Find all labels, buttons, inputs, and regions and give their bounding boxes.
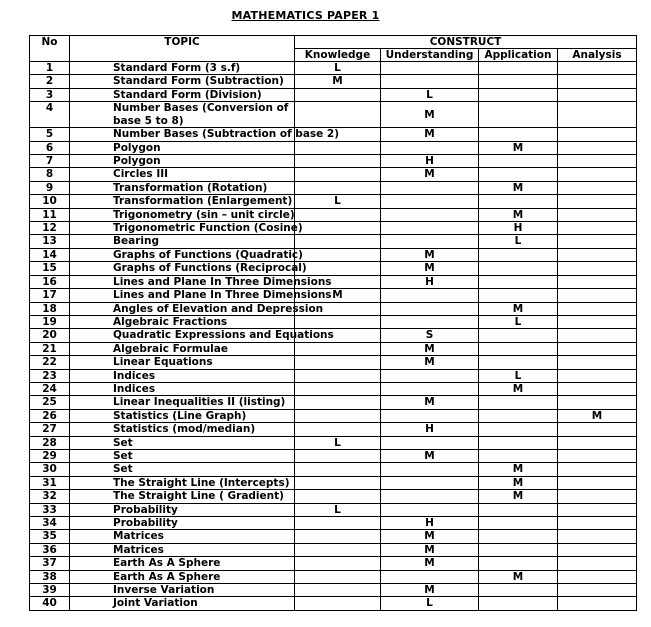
table-row <box>30 356 637 369</box>
row-topic: Circles III <box>70 168 295 181</box>
row-topic: Matrices <box>70 530 295 543</box>
row-number: 35 <box>30 530 70 543</box>
row-knowledge <box>295 248 381 261</box>
row-topic: Earth As A Sphere <box>70 557 295 570</box>
row-understanding: M <box>381 396 479 409</box>
row-knowledge: L <box>295 503 381 516</box>
row-knowledge: M <box>295 289 381 302</box>
row-topic: Indices <box>70 369 295 382</box>
row-topic: Polygon <box>70 141 295 154</box>
row-application: M <box>479 141 558 154</box>
row-understanding: M <box>381 557 479 570</box>
table-row <box>30 369 637 382</box>
row-topic: Set <box>70 449 295 462</box>
row-application <box>479 530 558 543</box>
row-application <box>479 88 558 101</box>
row-topic: Bearing <box>70 235 295 248</box>
row-analysis <box>558 597 637 610</box>
row-number: 25 <box>30 396 70 409</box>
table-row <box>30 476 637 489</box>
row-understanding <box>381 503 479 516</box>
row-understanding: S <box>381 329 479 342</box>
row-knowledge <box>295 476 381 489</box>
row-analysis <box>558 517 637 530</box>
row-number: 17 <box>30 289 70 302</box>
row-understanding <box>381 75 479 88</box>
row-number: 12 <box>30 222 70 235</box>
table-row <box>30 168 637 181</box>
row-understanding: M <box>381 356 479 369</box>
row-understanding <box>381 570 479 583</box>
row-knowledge <box>295 543 381 556</box>
row-number: 39 <box>30 584 70 597</box>
row-topic: Set <box>70 436 295 449</box>
table-row <box>30 155 637 168</box>
table-row <box>30 503 637 516</box>
table-row <box>30 570 637 583</box>
table-row <box>30 396 637 409</box>
row-topic: Standard Form (Division) <box>70 88 295 101</box>
row-number: 16 <box>30 275 70 288</box>
row-application: L <box>479 315 558 328</box>
header-knowledge: Knowledge <box>295 49 381 62</box>
row-topic: Transformation (Enlargement) <box>70 195 295 208</box>
row-knowledge <box>295 356 381 369</box>
table-row <box>30 517 637 530</box>
table-row <box>30 75 637 88</box>
row-knowledge <box>295 423 381 436</box>
row-knowledge <box>295 235 381 248</box>
table-body <box>30 62 637 611</box>
row-understanding: H <box>381 275 479 288</box>
row-number: 1 <box>30 62 70 75</box>
row-number: 37 <box>30 557 70 570</box>
table-row <box>30 315 637 328</box>
row-knowledge <box>295 396 381 409</box>
row-number: 32 <box>30 490 70 503</box>
row-application <box>479 409 558 422</box>
row-knowledge <box>295 463 381 476</box>
row-knowledge: M <box>295 75 381 88</box>
row-understanding: M <box>381 248 479 261</box>
row-analysis <box>558 155 637 168</box>
row-topic: Linear Equations <box>70 356 295 369</box>
row-understanding: H <box>381 155 479 168</box>
row-number: 31 <box>30 476 70 489</box>
row-analysis <box>558 570 637 583</box>
table-row <box>30 289 637 302</box>
row-understanding <box>381 289 479 302</box>
row-application <box>479 62 558 75</box>
row-number: 36 <box>30 543 70 556</box>
table-row <box>30 222 637 235</box>
table-row <box>30 275 637 288</box>
table-row <box>30 102 637 128</box>
page-title-text: MATHEMATICS PAPER 1 <box>231 9 380 22</box>
row-analysis <box>558 128 637 141</box>
row-knowledge <box>295 262 381 275</box>
row-analysis <box>558 302 637 315</box>
row-number: 30 <box>30 463 70 476</box>
row-number: 27 <box>30 423 70 436</box>
row-knowledge <box>295 141 381 154</box>
row-application <box>479 102 558 128</box>
row-knowledge: L <box>295 436 381 449</box>
row-number: 33 <box>30 503 70 516</box>
row-application <box>479 195 558 208</box>
row-number: 29 <box>30 449 70 462</box>
row-analysis <box>558 88 637 101</box>
row-analysis <box>558 369 637 382</box>
row-analysis <box>558 382 637 395</box>
row-topic: Algebraic Formulae <box>70 342 295 355</box>
row-analysis <box>558 449 637 462</box>
row-number: 9 <box>30 181 70 194</box>
row-analysis <box>558 557 637 570</box>
row-knowledge <box>295 102 381 128</box>
row-application <box>479 342 558 355</box>
row-number: 34 <box>30 517 70 530</box>
row-understanding: M <box>381 530 479 543</box>
row-understanding: M <box>381 342 479 355</box>
row-application <box>479 436 558 449</box>
table-row <box>30 423 637 436</box>
row-application <box>479 423 558 436</box>
row-application: L <box>479 235 558 248</box>
table-row <box>30 128 637 141</box>
row-analysis <box>558 463 637 476</box>
row-analysis <box>558 329 637 342</box>
row-topic: Probability <box>70 517 295 530</box>
row-analysis <box>558 141 637 154</box>
row-knowledge <box>295 222 381 235</box>
row-understanding <box>381 195 479 208</box>
row-number: 5 <box>30 128 70 141</box>
row-analysis <box>558 235 637 248</box>
row-number: 26 <box>30 409 70 422</box>
row-application <box>479 503 558 516</box>
table-row <box>30 463 637 476</box>
row-application: M <box>479 476 558 489</box>
row-application <box>479 517 558 530</box>
row-understanding <box>381 490 479 503</box>
table-row <box>30 342 637 355</box>
row-application <box>479 75 558 88</box>
row-analysis <box>558 503 637 516</box>
row-analysis <box>558 262 637 275</box>
row-application <box>479 396 558 409</box>
table-row <box>30 262 637 275</box>
row-analysis <box>558 62 637 75</box>
table-row <box>30 329 637 342</box>
row-knowledge <box>295 517 381 530</box>
row-topic: Standard Form (3 s.f) <box>70 62 295 75</box>
row-topic: Algebraic Fractions <box>70 315 295 328</box>
table-row <box>30 409 637 422</box>
row-number: 13 <box>30 235 70 248</box>
table-row <box>30 141 637 154</box>
row-understanding <box>381 369 479 382</box>
row-knowledge <box>295 168 381 181</box>
row-knowledge <box>295 449 381 462</box>
row-understanding: H <box>381 517 479 530</box>
row-analysis <box>558 543 637 556</box>
row-knowledge <box>295 409 381 422</box>
row-application <box>479 248 558 261</box>
row-analysis <box>558 289 637 302</box>
row-application <box>479 597 558 610</box>
row-number: 7 <box>30 155 70 168</box>
row-number: 40 <box>30 597 70 610</box>
table-row <box>30 302 637 315</box>
row-understanding <box>381 235 479 248</box>
row-application <box>479 557 558 570</box>
row-number: 18 <box>30 302 70 315</box>
row-application: M <box>479 570 558 583</box>
row-analysis <box>558 342 637 355</box>
row-application <box>479 356 558 369</box>
row-analysis <box>558 436 637 449</box>
row-application: M <box>479 490 558 503</box>
table-row <box>30 530 637 543</box>
table-row <box>30 88 637 101</box>
row-application: H <box>479 222 558 235</box>
row-topic: Joint Variation <box>70 597 295 610</box>
row-topic: Transformation (Rotation) <box>70 181 295 194</box>
row-analysis: M <box>558 409 637 422</box>
row-number: 10 <box>30 195 70 208</box>
row-number: 15 <box>30 262 70 275</box>
row-understanding: M <box>381 128 479 141</box>
row-knowledge: L <box>295 195 381 208</box>
table-row <box>30 436 637 449</box>
row-number: 14 <box>30 248 70 261</box>
row-application: M <box>479 463 558 476</box>
row-topic: Statistics (mod/median) <box>70 423 295 436</box>
row-understanding <box>381 222 479 235</box>
row-topic: Indices <box>70 382 295 395</box>
table-row <box>30 62 637 75</box>
table-row <box>30 597 637 610</box>
row-analysis <box>558 356 637 369</box>
row-topic: Probability <box>70 503 295 516</box>
row-application <box>479 128 558 141</box>
row-topic: Number Bases (Subtraction of base 2) <box>70 128 295 141</box>
row-analysis <box>558 490 637 503</box>
table-row <box>30 490 637 503</box>
row-number: 19 <box>30 315 70 328</box>
table-row <box>30 208 637 221</box>
row-application <box>479 289 558 302</box>
row-topic: Graphs of Functions (Quadratic) <box>70 248 295 261</box>
row-knowledge: L <box>295 62 381 75</box>
table-row <box>30 543 637 556</box>
row-number: 24 <box>30 382 70 395</box>
row-number: 8 <box>30 168 70 181</box>
row-understanding <box>381 62 479 75</box>
row-application <box>479 155 558 168</box>
row-understanding <box>381 463 479 476</box>
row-knowledge <box>295 342 381 355</box>
row-understanding: M <box>381 262 479 275</box>
row-analysis <box>558 208 637 221</box>
row-analysis <box>558 168 637 181</box>
header-application: Application <box>479 49 558 62</box>
row-understanding: L <box>381 597 479 610</box>
row-application: L <box>479 369 558 382</box>
row-number: 28 <box>30 436 70 449</box>
row-knowledge <box>295 208 381 221</box>
row-application <box>479 449 558 462</box>
row-application <box>479 168 558 181</box>
row-analysis <box>558 275 637 288</box>
row-topic: Number Bases (Conversion of base 5 to 8) <box>70 102 295 128</box>
row-application <box>479 275 558 288</box>
row-topic: Graphs of Functions (Reciprocal) <box>70 262 295 275</box>
header-topic: TOPIC <box>70 36 295 62</box>
row-analysis <box>558 248 637 261</box>
row-understanding <box>381 409 479 422</box>
row-application <box>479 262 558 275</box>
row-topic: Earth As A Sphere <box>70 570 295 583</box>
row-analysis <box>558 423 637 436</box>
row-application <box>479 543 558 556</box>
row-knowledge <box>295 88 381 101</box>
row-application <box>479 329 558 342</box>
row-application: M <box>479 181 558 194</box>
row-knowledge <box>295 369 381 382</box>
row-topic: Quadratic Expressions and Equations <box>70 329 295 342</box>
row-analysis <box>558 195 637 208</box>
row-knowledge <box>295 181 381 194</box>
row-understanding: M <box>381 449 479 462</box>
table-row <box>30 248 637 261</box>
header-understanding: Understanding <box>381 49 479 62</box>
row-understanding <box>381 315 479 328</box>
row-number: 2 <box>30 75 70 88</box>
row-analysis <box>558 222 637 235</box>
row-analysis <box>558 181 637 194</box>
row-understanding: L <box>381 88 479 101</box>
row-knowledge <box>295 490 381 503</box>
row-number: 11 <box>30 208 70 221</box>
row-analysis <box>558 315 637 328</box>
row-understanding <box>381 181 479 194</box>
row-understanding <box>381 208 479 221</box>
row-topic: Set <box>70 463 295 476</box>
row-analysis <box>558 75 637 88</box>
table-row <box>30 584 637 597</box>
row-analysis <box>558 396 637 409</box>
row-application <box>479 584 558 597</box>
row-application: M <box>479 208 558 221</box>
row-knowledge <box>295 584 381 597</box>
row-understanding: M <box>381 168 479 181</box>
row-number: 3 <box>30 88 70 101</box>
row-topic: Trigonometry (sin – unit circle) <box>70 208 295 221</box>
row-knowledge <box>295 530 381 543</box>
row-number: 23 <box>30 369 70 382</box>
row-topic: The Straight Line (Intercepts) <box>70 476 295 489</box>
row-analysis <box>558 530 637 543</box>
row-topic: Standard Form (Subtraction) <box>70 75 295 88</box>
row-number: 21 <box>30 342 70 355</box>
page-title <box>0 9 651 22</box>
row-understanding: H <box>381 423 479 436</box>
row-number: 38 <box>30 570 70 583</box>
row-application: M <box>479 382 558 395</box>
row-understanding: M <box>381 584 479 597</box>
construct-table <box>29 35 637 611</box>
row-knowledge <box>295 557 381 570</box>
table-row <box>30 557 637 570</box>
row-topic: The Straight Line ( Gradient) <box>70 490 295 503</box>
row-application: M <box>479 302 558 315</box>
row-understanding: M <box>381 543 479 556</box>
table-row <box>30 181 637 194</box>
table-row <box>30 449 637 462</box>
row-topic: Angles of Elevation and Depression <box>70 302 295 315</box>
row-understanding <box>381 436 479 449</box>
row-knowledge <box>295 597 381 610</box>
row-number: 20 <box>30 329 70 342</box>
row-topic: Matrices <box>70 543 295 556</box>
row-understanding: M <box>381 102 479 128</box>
table-row <box>30 382 637 395</box>
row-knowledge <box>295 570 381 583</box>
row-analysis <box>558 584 637 597</box>
row-understanding <box>381 476 479 489</box>
row-topic: Trigonometric Function (Cosine) <box>70 222 295 235</box>
row-understanding <box>381 302 479 315</box>
header-analysis: Analysis <box>558 49 637 62</box>
row-number: 6 <box>30 141 70 154</box>
row-topic: Lines and Plane In Three Dimensions <box>70 275 295 288</box>
row-knowledge <box>295 315 381 328</box>
table-row <box>30 235 637 248</box>
row-analysis <box>558 102 637 128</box>
row-knowledge <box>295 382 381 395</box>
row-topic: Lines and Plane In Three Dimensions <box>70 289 295 302</box>
row-topic: Polygon <box>70 155 295 168</box>
row-topic: Statistics (Line Graph) <box>70 409 295 422</box>
header-construct: CONSTRUCT <box>295 36 637 49</box>
row-knowledge <box>295 155 381 168</box>
row-number: 22 <box>30 356 70 369</box>
table-row <box>30 195 637 208</box>
row-analysis <box>558 476 637 489</box>
row-understanding <box>381 382 479 395</box>
row-number: 4 <box>30 102 70 128</box>
row-topic: Linear Inequalities II (listing) <box>70 396 295 409</box>
row-topic: Inverse Variation <box>70 584 295 597</box>
row-understanding <box>381 141 479 154</box>
header-no: No <box>30 36 70 62</box>
